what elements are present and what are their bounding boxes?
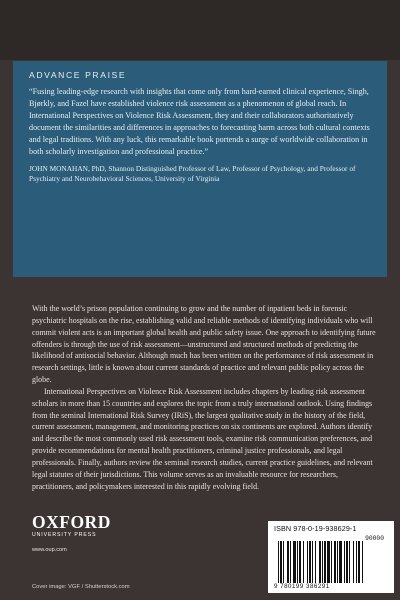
book-description: [32, 303, 377, 493]
advance-praise-box: [13, 61, 387, 277]
publisher-url: www.oup.com: [32, 547, 67, 553]
cover-image-credit: Cover image: VGF / Shutterstock.com: [32, 584, 130, 590]
isbn-barcode: [268, 521, 394, 593]
barcode-number: 9 780199 386291: [274, 583, 330, 590]
publisher-name: OXFORD: [32, 512, 111, 532]
advance-praise-heading: ADVANCE PRAISE: [29, 70, 127, 80]
barcode-bars: [278, 541, 386, 583]
praise-quote: “Fusing leading-edge research with insights that come only from hard-earned clinical experience, Singh, Bjørkly, and Fazel have established violence risk assessment as a phenomenon of global reach. In International Perspectives on Violence Risk Assessment, they and their collaborators authoritatively document the similarities and differences in approaches to forecasting harm across both cultural contexts and legal traditions. With any luck, this remarkable book portends a surge of worldwide collaboration in both scholarly investigation and professional practice.”: [29, 87, 370, 157]
isbn-text: ISBN 978-0-19-938629-1: [274, 524, 357, 533]
publisher-subtitle: UNIVERSITY PRESS: [32, 532, 97, 538]
praise-attribution: JOHN MONAHAN, PhD, Shannon Distinguished Professor of Law, Professor of Psychology, and Professor of Psychiatry and Neurobehavioral Sciences, University of Virginia: [29, 163, 356, 184]
price-code: 90000: [365, 535, 384, 542]
description-paragraph-2: International Perspectives on Violence Risk Assessment includes chapters by leading risk assessment scholars in more than 15 countries and explores the topic from a truly international outlook. Using findings from the seminal International Risk Survey (IRiS), the largest qualitative study in the history of the field, current assessment, management, and monitoring practices on six continents are explored. Authors identify and describe the most commonly used risk assessment tools, examine risk communication preferences, and provide recommendations for mental health practitioners, criminal justice professionals, and legal professionals. Finally, authors review the seminal research studies, current practice guidelines, and relevant legal statutes of their jurisdictions. This volume serves as an invaluable resource for researchers, practitioners, and policymakers interested in this rapidly evolving field.: [32, 386, 373, 491]
cover-top-band: [0, 0, 400, 60]
publisher-logo: [32, 513, 152, 553]
description-paragraph-1: With the world’s prison population continuing to grow and the number of inpatient beds in forensic psychiatric hospitals on the rise, establishing valid and reliable methods of identifying individuals who will commit violent acts is an important global health and public safety issue. One approach to identifying future offenders is through the use of risk assessment—unstructured and structured methods of predicting the likelihood of antisocial behavior. Although much has been written on the performance of risk assessment in research settings, little is known about current standards of practice and relevant public policy across the globe.: [32, 304, 376, 385]
